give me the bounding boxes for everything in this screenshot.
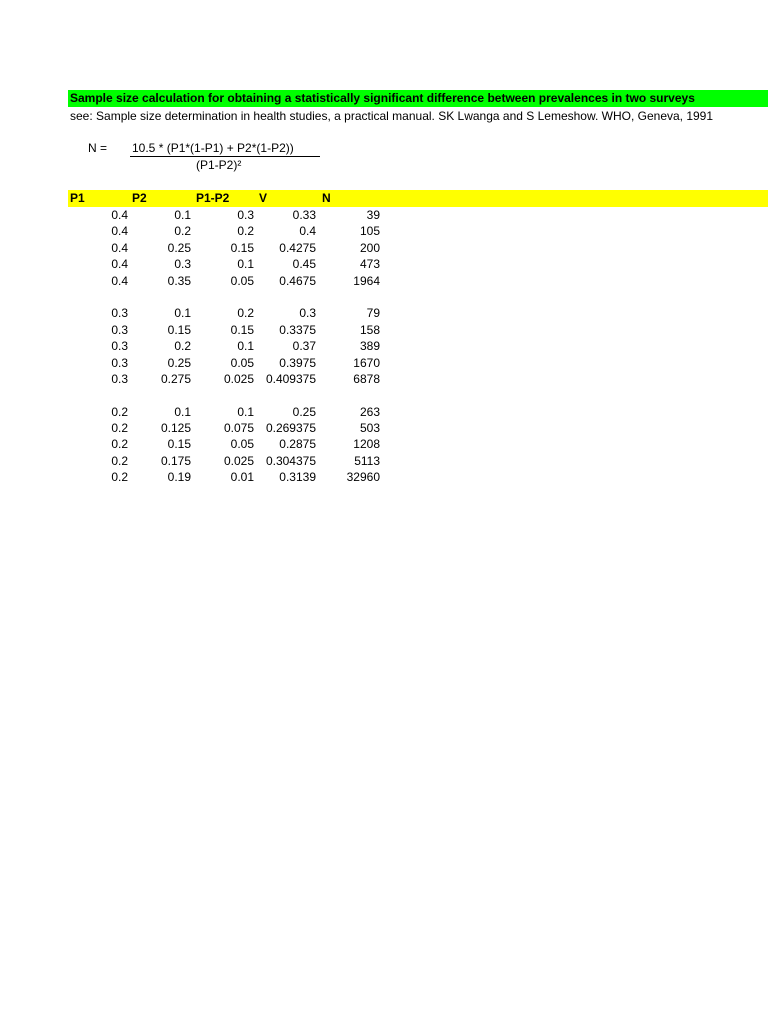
cell-p2: 0.25 bbox=[167, 355, 191, 370]
table-row bbox=[68, 273, 408, 289]
header-p1: P1 bbox=[70, 191, 85, 205]
cell-diff: 0.15 bbox=[230, 240, 254, 255]
cell-p1: 0.4 bbox=[111, 224, 128, 239]
cell-n: 1208 bbox=[353, 437, 380, 452]
cell-v: 0.4675 bbox=[279, 273, 316, 288]
table-row bbox=[68, 207, 408, 223]
cell-n: 503 bbox=[359, 421, 380, 436]
cell-v: 0.37 bbox=[292, 339, 316, 354]
cell-v: 0.3139 bbox=[279, 470, 316, 485]
cell-diff: 0.01 bbox=[230, 470, 254, 485]
cell-n: 389 bbox=[359, 339, 380, 354]
cell-n: 6878 bbox=[353, 371, 380, 386]
cell-p2: 0.125 bbox=[160, 421, 191, 436]
cell-diff: 0.1 bbox=[237, 339, 254, 354]
cell-v: 0.45 bbox=[292, 257, 316, 272]
cell-n: 1670 bbox=[353, 355, 380, 370]
cell-diff: 0.025 bbox=[223, 371, 254, 386]
cell-p1: 0.3 bbox=[111, 306, 128, 321]
cell-p1: 0.4 bbox=[111, 273, 128, 288]
cell-p2: 0.1 bbox=[174, 306, 191, 321]
table-row bbox=[68, 355, 408, 371]
cell-p1: 0.4 bbox=[111, 240, 128, 255]
cell-p1: 0.3 bbox=[111, 322, 128, 337]
cell-diff: 0.15 bbox=[230, 322, 254, 337]
cell-v: 0.4275 bbox=[279, 240, 316, 255]
cell-p1: 0.3 bbox=[111, 339, 128, 354]
table-row bbox=[68, 371, 408, 387]
cell-p1: 0.4 bbox=[111, 208, 128, 222]
cell-p2: 0.1 bbox=[174, 404, 191, 419]
cell-v: 0.3975 bbox=[279, 355, 316, 370]
table-row bbox=[68, 469, 408, 485]
title-banner bbox=[68, 90, 768, 107]
cell-v: 0.33 bbox=[292, 208, 316, 222]
cell-n: 39 bbox=[366, 208, 380, 222]
cell-n: 473 bbox=[359, 257, 380, 272]
cell-p2: 0.19 bbox=[167, 470, 191, 485]
table-row bbox=[68, 256, 408, 272]
header-diff: P1-P2 bbox=[196, 191, 230, 205]
cell-v: 0.3 bbox=[299, 306, 316, 321]
cell-n: 200 bbox=[359, 240, 380, 255]
table-row bbox=[68, 436, 408, 452]
sheet-title: Sample size calculation for obtaining a statistically significant difference between prevalences in two surveys bbox=[70, 91, 695, 105]
cell-p1: 0.2 bbox=[111, 421, 128, 436]
cell-diff: 0.3 bbox=[237, 208, 254, 222]
cell-n: 158 bbox=[359, 322, 380, 337]
cell-v: 0.269375 bbox=[265, 421, 316, 436]
cell-v: 0.4 bbox=[299, 224, 316, 239]
cell-p2: 0.275 bbox=[160, 371, 191, 386]
cell-v: 0.2875 bbox=[279, 437, 316, 452]
table-row bbox=[68, 240, 408, 256]
source-reference: see: Sample size determination in health studies, a practical manual. SK Lwanga and S Lemeshow. WHO, Geneva, 1991 bbox=[70, 109, 714, 123]
cell-p1: 0.3 bbox=[111, 355, 128, 370]
cell-v: 0.25 bbox=[292, 404, 316, 419]
cell-p2: 0.15 bbox=[167, 322, 191, 337]
cell-n: 5113 bbox=[354, 453, 380, 468]
formula-denominator: (P1-P2)² bbox=[196, 158, 242, 172]
cell-p2: 0.175 bbox=[160, 453, 191, 468]
cell-n: 105 bbox=[359, 224, 380, 239]
table-row bbox=[68, 404, 408, 420]
cell-diff: 0.075 bbox=[223, 421, 254, 436]
cell-diff: 0.2 bbox=[237, 306, 254, 321]
cell-p1: 0.3 bbox=[111, 371, 128, 386]
cell-diff: 0.05 bbox=[230, 273, 254, 288]
table-row bbox=[68, 453, 408, 469]
table-row bbox=[68, 420, 408, 436]
cell-v: 0.304375 bbox=[265, 453, 316, 468]
cell-diff: 0.1 bbox=[237, 404, 254, 419]
table-row bbox=[68, 322, 408, 338]
header-v: V bbox=[259, 191, 268, 205]
results-table bbox=[68, 207, 408, 486]
cell-p2: 0.2 bbox=[174, 224, 191, 239]
table-row bbox=[68, 223, 408, 239]
cell-n: 79 bbox=[366, 306, 380, 321]
formula-lhs: N = bbox=[88, 141, 108, 155]
cell-p1: 0.2 bbox=[111, 437, 128, 452]
cell-diff: 0.05 bbox=[230, 437, 254, 452]
cell-p1: 0.2 bbox=[111, 404, 128, 419]
cell-n: 1964 bbox=[353, 273, 380, 288]
cell-p2: 0.25 bbox=[167, 240, 191, 255]
cell-diff: 0.2 bbox=[237, 224, 254, 239]
cell-diff: 0.05 bbox=[230, 355, 254, 370]
cell-p1: 0.4 bbox=[111, 257, 128, 272]
cell-p2: 0.2 bbox=[174, 339, 191, 354]
cell-p2: 0.3 bbox=[174, 257, 191, 272]
header-n: N bbox=[322, 191, 331, 205]
header-p2: P2 bbox=[132, 191, 147, 205]
table-row bbox=[68, 338, 408, 354]
cell-p2: 0.15 bbox=[167, 437, 191, 452]
blank-row bbox=[68, 289, 408, 305]
cell-v: 0.409375 bbox=[265, 371, 316, 386]
table-header-row bbox=[68, 190, 768, 207]
cell-diff: 0.1 bbox=[237, 257, 254, 272]
formula-numerator: 10.5 * (P1*(1-P1) + P2*(1-P2)) bbox=[132, 141, 294, 155]
table-row bbox=[68, 305, 408, 321]
blank-row bbox=[68, 387, 408, 403]
cell-v: 0.3375 bbox=[279, 322, 316, 337]
cell-p2: 0.35 bbox=[167, 273, 191, 288]
cell-diff: 0.025 bbox=[223, 453, 254, 468]
cell-p1: 0.2 bbox=[111, 470, 128, 485]
cell-n: 32960 bbox=[346, 470, 380, 485]
cell-p1: 0.2 bbox=[111, 453, 128, 468]
cell-n: 263 bbox=[359, 404, 380, 419]
cell-p2: 0.1 bbox=[174, 208, 191, 222]
